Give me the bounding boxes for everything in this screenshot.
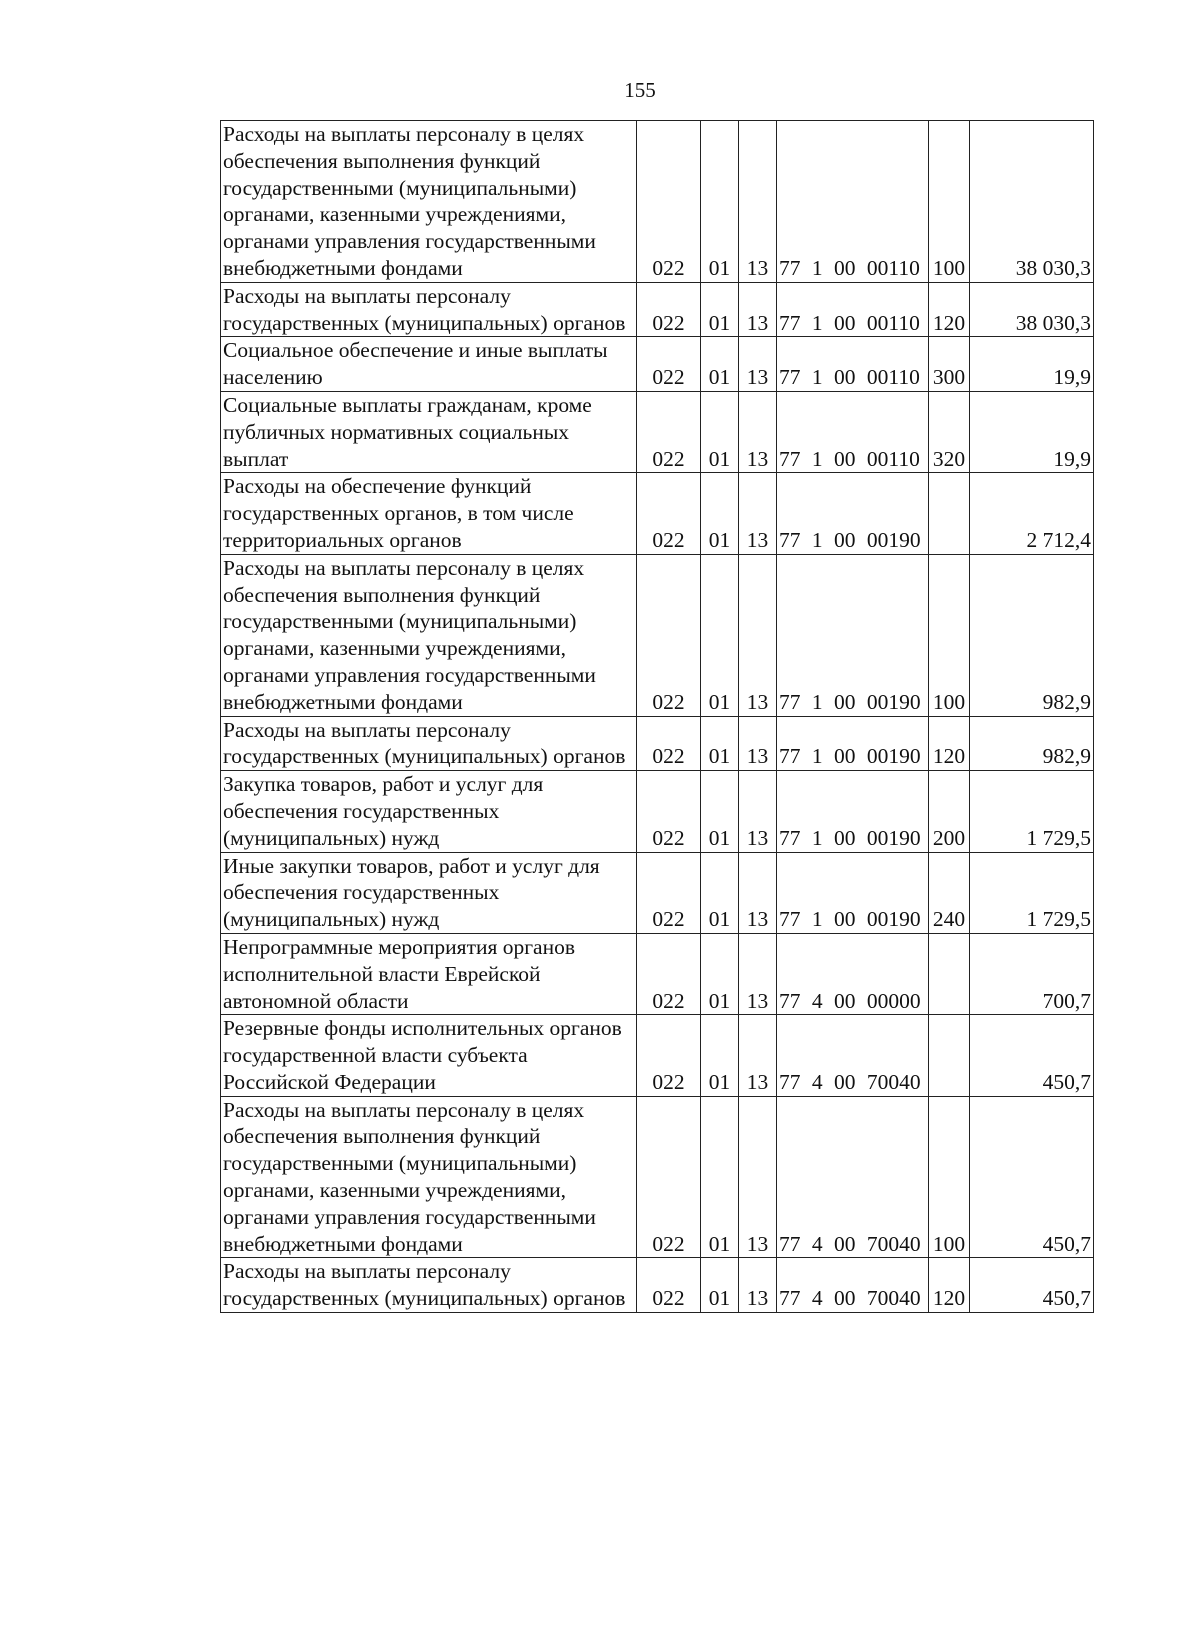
- row-vr: 120: [929, 1258, 970, 1313]
- row-amount: 450,7: [970, 1015, 1094, 1096]
- budget-table: [220, 120, 1094, 1313]
- row-csr: 77 1 00 00110: [777, 337, 929, 392]
- page-number: 155: [624, 78, 656, 102]
- row-rz: 01: [701, 1258, 739, 1313]
- row-vr: 120: [929, 282, 970, 337]
- row-name: Расходы на выплаты персоналу государственных (муниципальных) органов: [221, 1258, 637, 1313]
- row-vr: [929, 473, 970, 554]
- row-name: Иные закупки товаров, работ и услуг для обеспечения государственных (муниципальных) нужд: [221, 852, 637, 933]
- row-pr: 13: [739, 554, 777, 716]
- table-row: [221, 771, 1094, 852]
- row-csr: 77 4 00 70040: [777, 1015, 929, 1096]
- row-vr: [929, 933, 970, 1014]
- table-row: [221, 121, 1094, 283]
- row-gr: 022: [637, 121, 701, 283]
- row-rz: 01: [701, 473, 739, 554]
- row-gr: 022: [637, 1258, 701, 1313]
- row-gr: 022: [637, 852, 701, 933]
- row-pr: 13: [739, 473, 777, 554]
- row-name: Непрограммные мероприятия органов исполнительной власти Еврейской автономной области: [221, 933, 637, 1014]
- row-name: Расходы на выплаты персоналу в целях обеспечения выполнения функций государственными (муниципальными) органами, казенными учреждениями, органами управления государственными внебюджетными фондами: [221, 554, 637, 716]
- row-name: Расходы на выплаты персоналу государственных (муниципальных) органов: [221, 716, 637, 771]
- table-row: [221, 282, 1094, 337]
- row-name: Расходы на обеспечение функций государственных органов, в том числе территориальных органов: [221, 473, 637, 554]
- row-gr: 022: [637, 282, 701, 337]
- row-vr: 200: [929, 771, 970, 852]
- row-name: Социальные выплаты гражданам, кроме публичных нормативных социальных выплат: [221, 391, 637, 472]
- row-rz: 01: [701, 391, 739, 472]
- row-gr: 022: [637, 473, 701, 554]
- row-vr: 120: [929, 716, 970, 771]
- row-vr: 100: [929, 1096, 970, 1258]
- row-rz: 01: [701, 771, 739, 852]
- row-csr: 77 1 00 00190: [777, 473, 929, 554]
- table-row: [221, 391, 1094, 472]
- row-gr: 022: [637, 337, 701, 392]
- row-amount: 38 030,3: [970, 121, 1094, 283]
- row-pr: 13: [739, 1258, 777, 1313]
- row-amount: 450,7: [970, 1096, 1094, 1258]
- row-gr: 022: [637, 716, 701, 771]
- row-vr: 320: [929, 391, 970, 472]
- row-amount: 982,9: [970, 716, 1094, 771]
- row-csr: 77 1 00 00190: [777, 554, 929, 716]
- row-vr: 100: [929, 554, 970, 716]
- row-gr: 022: [637, 933, 701, 1014]
- row-gr: 022: [637, 771, 701, 852]
- row-pr: 13: [739, 1096, 777, 1258]
- table-row: [221, 473, 1094, 554]
- row-vr: [929, 1015, 970, 1096]
- row-rz: 01: [701, 1015, 739, 1096]
- row-csr: 77 1 00 00110: [777, 282, 929, 337]
- row-csr: 77 1 00 00190: [777, 852, 929, 933]
- row-amount: 1 729,5: [970, 852, 1094, 933]
- row-gr: 022: [637, 391, 701, 472]
- row-vr: 240: [929, 852, 970, 933]
- row-amount: 2 712,4: [970, 473, 1094, 554]
- table-row: [221, 1015, 1094, 1096]
- row-name: Расходы на выплаты персоналу в целях обеспечения выполнения функций государственными (муниципальными) органами, казенными учреждениями, органами управления государственными внебюджетными фондами: [221, 121, 637, 283]
- table-row: [221, 716, 1094, 771]
- row-csr: 77 4 00 00000: [777, 933, 929, 1014]
- row-rz: 01: [701, 716, 739, 771]
- row-rz: 01: [701, 554, 739, 716]
- row-name: Расходы на выплаты персоналу в целях обеспечения выполнения функций государственными (муниципальными) органами, казенными учреждениями, органами управления государственными внебюджетными фондами: [221, 1096, 637, 1258]
- row-pr: 13: [739, 391, 777, 472]
- row-name: Расходы на выплаты персоналу государственных (муниципальных) органов: [221, 282, 637, 337]
- row-rz: 01: [701, 282, 739, 337]
- row-csr: 77 1 00 00110: [777, 391, 929, 472]
- row-rz: 01: [701, 337, 739, 392]
- row-name: Закупка товаров, работ и услуг для обеспечения государственных (муниципальных) нужд: [221, 771, 637, 852]
- row-gr: 022: [637, 1015, 701, 1096]
- row-rz: 01: [701, 1096, 739, 1258]
- table-row: [221, 852, 1094, 933]
- row-csr: 77 4 00 70040: [777, 1096, 929, 1258]
- row-csr: 77 1 00 00190: [777, 771, 929, 852]
- row-rz: 01: [701, 852, 739, 933]
- row-pr: 13: [739, 716, 777, 771]
- row-pr: 13: [739, 1015, 777, 1096]
- row-pr: 13: [739, 337, 777, 392]
- row-gr: 022: [637, 1096, 701, 1258]
- row-amount: 19,9: [970, 391, 1094, 472]
- row-rz: 01: [701, 933, 739, 1014]
- table-row: [221, 933, 1094, 1014]
- row-pr: 13: [739, 121, 777, 283]
- row-vr: 100: [929, 121, 970, 283]
- row-amount: 1 729,5: [970, 771, 1094, 852]
- row-pr: 13: [739, 852, 777, 933]
- row-amount: 19,9: [970, 337, 1094, 392]
- table-row: [221, 1096, 1094, 1258]
- row-rz: 01: [701, 121, 739, 283]
- row-amount: 450,7: [970, 1258, 1094, 1313]
- row-name: Социальное обеспечение и иные выплаты населению: [221, 337, 637, 392]
- row-pr: 13: [739, 771, 777, 852]
- row-gr: 022: [637, 554, 701, 716]
- row-pr: 13: [739, 282, 777, 337]
- row-amount: 982,9: [970, 554, 1094, 716]
- row-vr: 300: [929, 337, 970, 392]
- table-row: [221, 554, 1094, 716]
- row-amount: 38 030,3: [970, 282, 1094, 337]
- row-csr: 77 1 00 00190: [777, 716, 929, 771]
- table-row: [221, 1258, 1094, 1313]
- table-row: [221, 337, 1094, 392]
- row-csr: 77 4 00 70040: [777, 1258, 929, 1313]
- row-amount: 700,7: [970, 933, 1094, 1014]
- row-pr: 13: [739, 933, 777, 1014]
- row-name: Резервные фонды исполнительных органов государственной власти субъекта Российской Федерации: [221, 1015, 637, 1096]
- row-csr: 77 1 00 00110: [777, 121, 929, 283]
